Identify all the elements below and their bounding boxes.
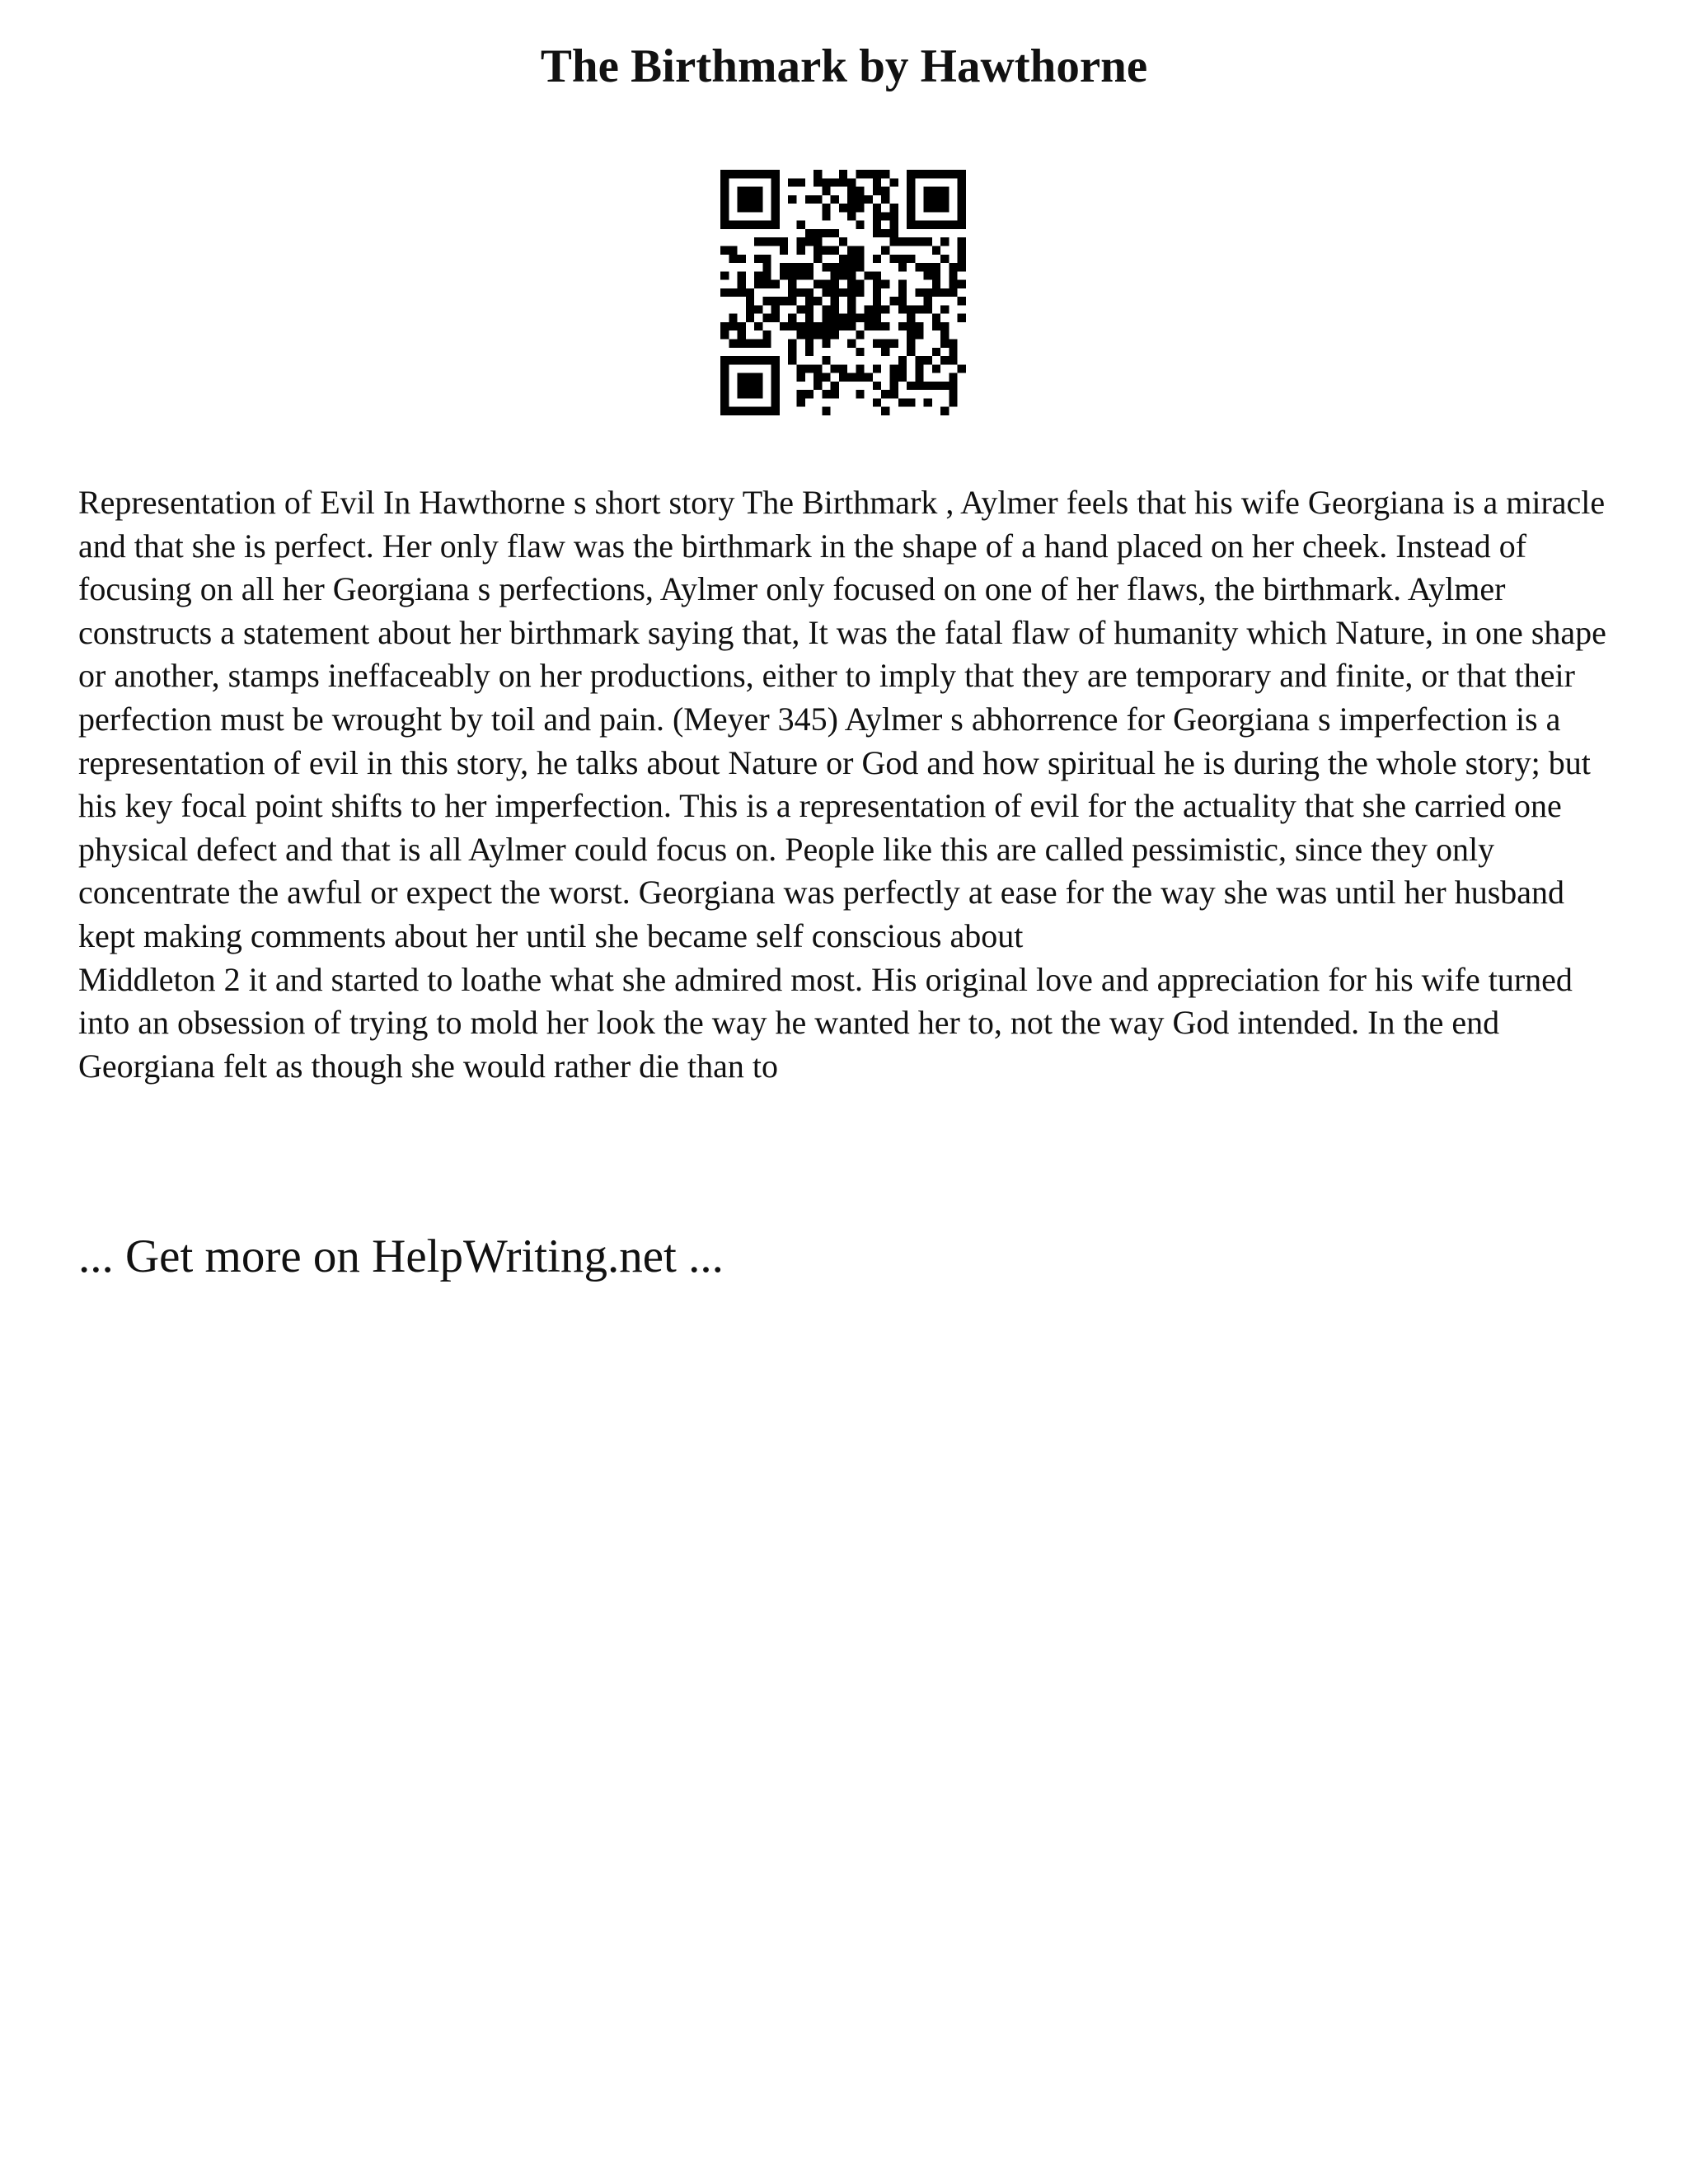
- article-paragraph: Representation of Evil In Hawthorne s short story The Birthmark , Aylmer feels that his wife Georgiana is a miracle and that she is perfect. Her only flaw was the birthmark in the shape of a hand placed on her cheek. Instead of focusing on all her Georgiana s perfections, Aylmer only focused on one of her flaws, the birthmark. Aylmer constructs a statement about her birthmark saying that, It was the fatal flaw of humanity which Nature, in one shape or another, stamps ineffaceably on her productions, either to imply that they are temporary and finite, or that their perfection must be wrought by toil and pain. (Meyer 345) Aylmer s abhorrence for Georgiana s imperfection is a representation of evil in this story, he talks about Nature or God and how spiritual he is during the whole story; but his key focal point shifts to her imperfection. This is a representation of evil for the actuality that she carried one physical defect and that is all Aylmer could focus on. People like this are called pessimistic, since they only concentrate the awful or expect the worst. Georgiana was perfectly at ease for the way she was until her husband kept making comments about her until she became self conscious about: [78, 484, 1606, 954]
- qr-code-icon: [720, 170, 966, 415]
- article-body: [78, 481, 1628, 1088]
- page-title: The Birthmark by Hawthorne: [540, 40, 1148, 92]
- qr-code-graphic: [720, 170, 966, 415]
- article-paragraph: Middleton 2 it and started to loathe what she admired most. His original love and appreciation for his wife turned into an obsession of trying to mold her look the way he wanted her to, not the way God intended. In the end Georgiana felt as though she would rather die than to: [78, 960, 1573, 1085]
- get-more-link[interactable]: ... Get more on HelpWriting.net ...: [78, 1230, 724, 1282]
